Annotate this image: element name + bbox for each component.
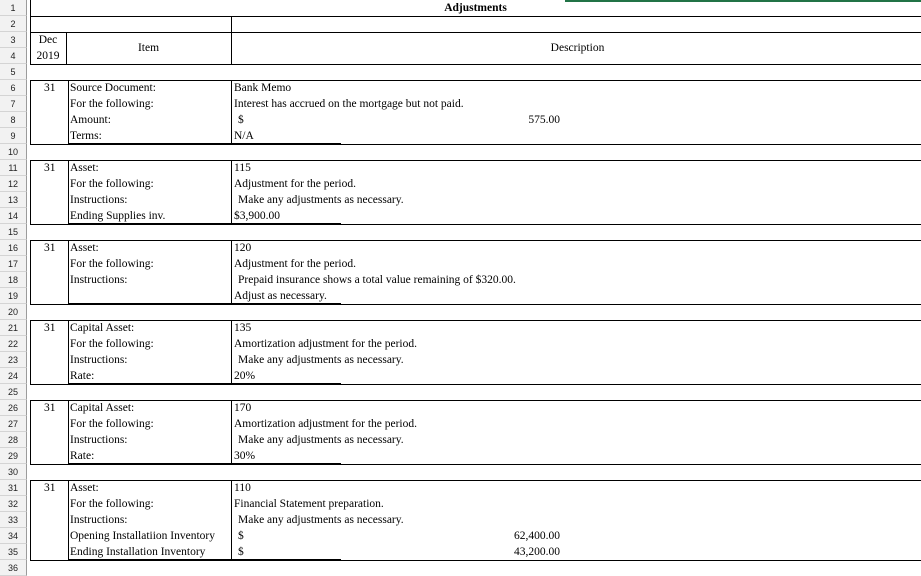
row-header-19[interactable]: 19 bbox=[0, 288, 27, 304]
adjustment-block-6-amount: 62,400.00 bbox=[514, 530, 560, 542]
row-header-24[interactable]: 24 bbox=[0, 368, 27, 384]
cell-border bbox=[30, 80, 31, 144]
row-header-35[interactable]: 35 bbox=[0, 544, 27, 560]
row-header-31[interactable]: 31 bbox=[0, 480, 27, 496]
adjustment-block-1-item-label: Terms: bbox=[70, 130, 102, 142]
adjustment-block-1-description: Interest has accrued on the mortgage but not paid. bbox=[234, 98, 464, 110]
adjustment-block-6-item-label: For the following: bbox=[70, 498, 154, 510]
row-header-29[interactable]: 29 bbox=[0, 448, 27, 464]
adjustment-block-6-item-label: Asset: bbox=[70, 482, 99, 494]
adjustment-block-6-description: Financial Statement preparation. bbox=[234, 498, 384, 510]
adjustment-block-4-description: Make any adjustments as necessary. bbox=[238, 354, 404, 366]
adjustment-block-6-top-border bbox=[30, 480, 921, 481]
adjustment-block-1-amount: 575.00 bbox=[528, 114, 560, 126]
header-date-year: 2019 bbox=[36, 50, 60, 62]
row-header-4[interactable]: 4 bbox=[0, 48, 27, 64]
row-header-34[interactable]: 34 bbox=[0, 528, 27, 544]
adjustment-block-4-day: 31 bbox=[44, 322, 56, 334]
row-header-8[interactable]: 8 bbox=[0, 112, 27, 128]
adjustment-block-1-bottom-border bbox=[30, 144, 921, 145]
cell-border bbox=[231, 463, 341, 464]
adjustment-block-5-description: Make any adjustments as necessary. bbox=[238, 434, 404, 446]
adjustment-block-5-item-label: Capital Asset: bbox=[70, 402, 135, 414]
cell-border bbox=[231, 16, 232, 64]
adjustment-block-5-day: 31 bbox=[44, 402, 56, 414]
adjustment-block-6-day: 31 bbox=[44, 482, 56, 494]
adjustment-block-4-item-label: Rate: bbox=[70, 370, 95, 382]
cell-border bbox=[231, 240, 232, 304]
cell-border bbox=[68, 303, 231, 304]
cell-border bbox=[68, 223, 231, 224]
cell-border bbox=[231, 80, 232, 144]
row-header-33[interactable]: 33 bbox=[0, 512, 27, 528]
cell-border bbox=[231, 223, 341, 224]
adjustment-block-4-description: 135 bbox=[234, 322, 252, 334]
header-description: Description bbox=[550, 42, 605, 54]
row-header-15[interactable]: 15 bbox=[0, 224, 27, 240]
cell-border bbox=[30, 16, 921, 17]
adjustment-block-3-description: Adjustment for the period. bbox=[234, 258, 357, 270]
row-header-32[interactable]: 32 bbox=[0, 496, 27, 512]
row-header-9[interactable]: 9 bbox=[0, 128, 27, 144]
row-header-30[interactable]: 30 bbox=[0, 464, 27, 480]
adjustment-block-3-description: Prepaid insurance shows a total value remaining of $320.00. bbox=[238, 274, 516, 286]
cell-border bbox=[231, 480, 232, 560]
adjustment-block-1-description: $ bbox=[238, 114, 244, 126]
row-header-26[interactable]: 26 bbox=[0, 400, 27, 416]
cell-border bbox=[231, 303, 341, 304]
cell-border bbox=[68, 143, 231, 144]
adjustment-block-2-item-label: For the following: bbox=[70, 178, 154, 190]
adjustment-block-5-item-label: For the following: bbox=[70, 418, 154, 430]
adjustment-block-3-item-label: Instructions: bbox=[70, 274, 128, 286]
adjustment-block-5-description: 30% bbox=[234, 450, 256, 462]
cell-border bbox=[68, 400, 69, 464]
adjustment-block-3-item-label: Asset: bbox=[70, 242, 99, 254]
cell-border bbox=[231, 320, 232, 384]
adjustment-block-2-top-border bbox=[30, 160, 921, 161]
adjustment-block-2-description: 115 bbox=[234, 162, 251, 174]
adjustment-block-1-item-label: For the following: bbox=[70, 98, 154, 110]
adjustment-block-1-item-label: Source Document: bbox=[70, 82, 156, 94]
adjustment-block-2-item-label: Instructions: bbox=[70, 194, 128, 206]
adjustment-block-3-top-border bbox=[30, 240, 921, 241]
row-header-18[interactable]: 18 bbox=[0, 272, 27, 288]
cell-border bbox=[68, 320, 69, 384]
cell-border bbox=[68, 559, 231, 560]
adjustment-block-5-item-label: Instructions: bbox=[70, 434, 128, 446]
adjustment-block-6-item-label: Instructions: bbox=[70, 514, 128, 526]
adjustment-block-2-description: Make any adjustments as necessary. bbox=[238, 194, 404, 206]
row-header-22[interactable]: 22 bbox=[0, 336, 27, 352]
row-header-10[interactable]: 10 bbox=[0, 144, 27, 160]
adjustment-block-1-description: Bank Memo bbox=[234, 82, 292, 94]
cell-border bbox=[231, 160, 232, 224]
adjustment-block-1-top-border bbox=[30, 80, 921, 81]
adjustment-block-5-description: Amortization adjustment for the period. bbox=[234, 418, 417, 430]
adjustment-block-6-description: 110 bbox=[234, 482, 251, 494]
adjustment-block-6-item-label: Opening Installatiion Inventory bbox=[70, 530, 215, 542]
cell-border bbox=[30, 480, 31, 560]
row-header-11[interactable]: 11 bbox=[0, 160, 27, 176]
adjustment-block-3-item-label: For the following: bbox=[70, 258, 154, 270]
adjustment-block-4-top-border bbox=[30, 320, 921, 321]
adjustment-block-6-description: $ bbox=[238, 530, 244, 542]
cell-border bbox=[68, 463, 231, 464]
adjustment-block-5-top-border bbox=[30, 400, 921, 401]
adjustment-block-4-item-label: Instructions: bbox=[70, 354, 128, 366]
adjustment-block-2-bottom-border bbox=[30, 224, 921, 225]
header-date-month: Dec bbox=[38, 34, 58, 46]
row-header-25[interactable]: 25 bbox=[0, 384, 27, 400]
adjustment-block-1-day: 31 bbox=[44, 82, 56, 94]
adjustment-block-6-description: $ bbox=[238, 546, 244, 558]
cell-border bbox=[231, 400, 232, 464]
adjustment-block-5-bottom-border bbox=[30, 464, 921, 465]
cell-border bbox=[30, 160, 31, 224]
sheet-title: Adjustments bbox=[444, 2, 507, 14]
adjustment-block-3-description: Adjust as necessary. bbox=[234, 290, 327, 302]
row-header-2[interactable]: 2 bbox=[0, 16, 27, 32]
row-header-13[interactable]: 13 bbox=[0, 192, 27, 208]
row-header-21[interactable]: 21 bbox=[0, 320, 27, 336]
adjustment-block-4-item-label: For the following: bbox=[70, 338, 154, 350]
header-item: Item bbox=[137, 42, 160, 54]
adjustment-block-5-item-label: Rate: bbox=[70, 450, 95, 462]
cell-border bbox=[30, 32, 921, 33]
adjustment-block-5-description: 170 bbox=[234, 402, 252, 414]
adjustment-block-3-description: 120 bbox=[234, 242, 252, 254]
cell-border bbox=[30, 240, 31, 304]
row-header-5[interactable]: 5 bbox=[0, 64, 27, 80]
cell-border bbox=[30, 64, 921, 65]
cell-border bbox=[68, 383, 231, 384]
cell-border bbox=[231, 559, 341, 560]
row-header-28[interactable]: 28 bbox=[0, 432, 27, 448]
row-header-27[interactable]: 27 bbox=[0, 416, 27, 432]
row-header-3[interactable]: 3 bbox=[0, 32, 27, 48]
row-header-23[interactable]: 23 bbox=[0, 352, 27, 368]
row-header-14[interactable]: 14 bbox=[0, 208, 27, 224]
cell-border bbox=[68, 240, 69, 304]
adjustment-block-3-bottom-border bbox=[30, 304, 921, 305]
adjustment-block-6-amount: 43,200.00 bbox=[514, 546, 560, 558]
cell-border bbox=[68, 80, 69, 144]
adjustment-block-6-item-label: Ending Installation Inventory bbox=[70, 546, 206, 558]
adjustment-block-2-day: 31 bbox=[44, 162, 56, 174]
row-header-36[interactable]: 36 bbox=[0, 560, 27, 576]
cell-border bbox=[30, 320, 31, 384]
cell-border bbox=[68, 160, 69, 224]
row-header-20[interactable]: 20 bbox=[0, 304, 27, 320]
adjustment-block-1-item-label: Amount: bbox=[70, 114, 111, 126]
adjustment-block-4-bottom-border bbox=[30, 384, 921, 385]
row-header-16[interactable]: 16 bbox=[0, 240, 27, 256]
adjustment-block-2-item-label: Asset: bbox=[70, 162, 99, 174]
row-header-1[interactable]: 1 bbox=[0, 0, 27, 16]
cell-border bbox=[68, 480, 69, 560]
cell-border bbox=[231, 143, 341, 144]
adjustment-block-2-description: Adjustment for the period. bbox=[234, 178, 357, 190]
row-header-17[interactable]: 17 bbox=[0, 256, 27, 272]
row-header-6[interactable]: 6 bbox=[0, 80, 27, 96]
cell-border bbox=[231, 383, 341, 384]
adjustment-block-4-description: 20% bbox=[234, 370, 256, 382]
adjustment-block-4-item-label: Capital Asset: bbox=[70, 322, 135, 334]
row-header-7[interactable]: 7 bbox=[0, 96, 27, 112]
adjustment-block-6-bottom-border bbox=[30, 560, 921, 561]
adjustment-block-3-day: 31 bbox=[44, 242, 56, 254]
adjustment-block-1-description: N/A bbox=[234, 130, 254, 142]
row-header-12[interactable]: 12 bbox=[0, 176, 27, 192]
cell-border bbox=[30, 400, 31, 464]
adjustment-block-2-description: $3,900.00 bbox=[234, 210, 280, 222]
adjustment-block-4-description: Amortization adjustment for the period. bbox=[234, 338, 417, 350]
adjustment-block-2-item-label: Ending Supplies inv. bbox=[70, 210, 166, 222]
adjustment-block-6-description: Make any adjustments as necessary. bbox=[238, 514, 404, 526]
